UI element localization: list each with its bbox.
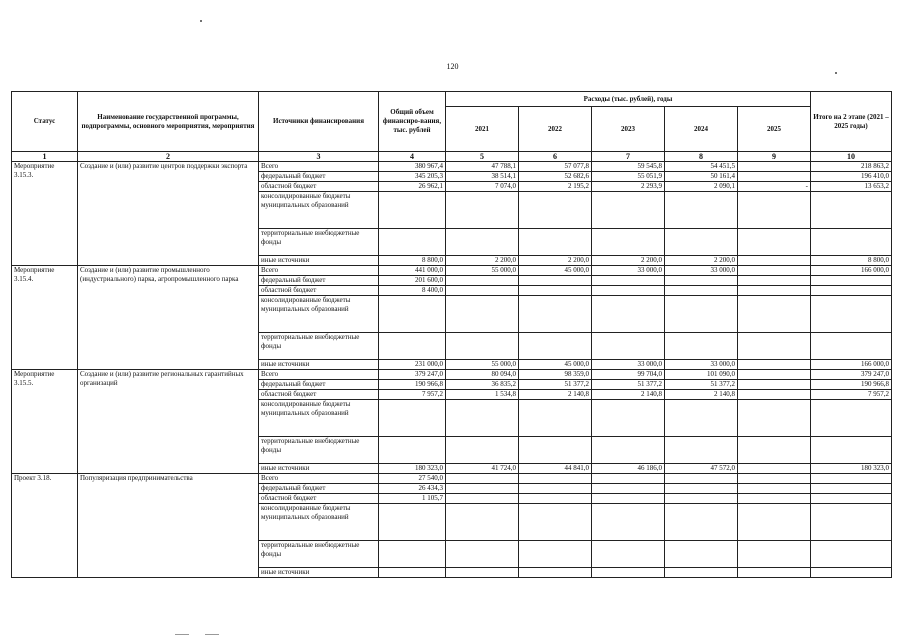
header-stage-total: Итого на 2 этапе (2021 – 2025 годы) bbox=[811, 92, 892, 152]
year-2021-cell: 55 000,0 bbox=[446, 266, 519, 276]
funding-source-cell: консолидированные бюджеты муниципальных образований bbox=[259, 296, 379, 333]
year-2024-cell bbox=[665, 192, 738, 229]
year-2022-cell: 2 195,2 bbox=[519, 182, 592, 192]
total-volume-cell bbox=[379, 568, 446, 578]
status-cell: Мероприятие 3.15.4. bbox=[12, 266, 78, 370]
stage-total-cell bbox=[811, 286, 892, 296]
year-2024-cell bbox=[665, 474, 738, 484]
stage-total-cell: 7 957,2 bbox=[811, 390, 892, 400]
year-2025-cell bbox=[738, 333, 811, 360]
year-2025-cell bbox=[738, 256, 811, 266]
activity-name-cell: Создание и (или) развитие промышленного (индустриального) парка, агропромышленного парка bbox=[78, 266, 259, 370]
year-2021-cell: 41 724,0 bbox=[446, 464, 519, 474]
total-volume-cell: 1 105,7 bbox=[379, 494, 446, 504]
year-2021-cell bbox=[446, 484, 519, 494]
header-expenses: Расходы (тыс. рублей), годы bbox=[446, 92, 811, 107]
total-volume-cell bbox=[379, 333, 446, 360]
page-number: 120 bbox=[446, 62, 459, 71]
stage-total-cell bbox=[811, 504, 892, 541]
year-2022-cell bbox=[519, 474, 592, 484]
column-number: 4 bbox=[379, 152, 446, 162]
column-number: 10 bbox=[811, 152, 892, 162]
year-2023-cell bbox=[592, 484, 665, 494]
year-2024-cell bbox=[665, 333, 738, 360]
funding-source-cell: областной бюджет bbox=[259, 182, 379, 192]
year-2025-cell bbox=[738, 172, 811, 182]
year-2023-cell bbox=[592, 504, 665, 541]
column-numbers-row bbox=[12, 152, 892, 162]
total-volume-cell bbox=[379, 229, 446, 256]
status-cell: Проект 3.18. bbox=[12, 474, 78, 578]
table-row bbox=[12, 370, 892, 380]
year-2022-cell: 51 377,2 bbox=[519, 380, 592, 390]
year-2023-cell bbox=[592, 568, 665, 578]
stage-total-cell bbox=[811, 333, 892, 360]
scan-speck bbox=[200, 20, 202, 22]
stage-total-cell: 8 800,0 bbox=[811, 256, 892, 266]
table-row bbox=[12, 162, 892, 172]
year-2022-cell: 98 359,0 bbox=[519, 370, 592, 380]
year-2021-cell: 55 000,0 bbox=[446, 360, 519, 370]
year-2022-cell: 45 000,0 bbox=[519, 266, 592, 276]
status-cell: Мероприятие 3.15.3. bbox=[12, 162, 78, 266]
year-2025-cell bbox=[738, 229, 811, 256]
year-2023-cell bbox=[592, 541, 665, 568]
year-2024-cell bbox=[665, 276, 738, 286]
year-2025-cell bbox=[738, 484, 811, 494]
total-volume-cell: 190 966,8 bbox=[379, 380, 446, 390]
year-2025-cell bbox=[738, 286, 811, 296]
year-2022-cell: 44 841,0 bbox=[519, 464, 592, 474]
funding-source-cell: иные источники bbox=[259, 464, 379, 474]
year-2022-cell bbox=[519, 494, 592, 504]
year-2024-cell bbox=[665, 568, 738, 578]
total-volume-cell bbox=[379, 504, 446, 541]
funding-source-cell: иные источники bbox=[259, 256, 379, 266]
year-2023-cell bbox=[592, 494, 665, 504]
year-2021-cell: 1 534,8 bbox=[446, 390, 519, 400]
year-2021-cell: 38 514,1 bbox=[446, 172, 519, 182]
funding-source-cell: территориальные внебюджетные фонды bbox=[259, 437, 379, 464]
year-2025-cell bbox=[738, 437, 811, 464]
year-2021-cell bbox=[446, 541, 519, 568]
total-volume-cell: 27 540,0 bbox=[379, 474, 446, 484]
year-2022-cell bbox=[519, 541, 592, 568]
header-year: 2022 bbox=[519, 107, 592, 152]
year-2024-cell bbox=[665, 296, 738, 333]
year-2025-cell bbox=[738, 541, 811, 568]
year-2024-cell: 51 377,2 bbox=[665, 380, 738, 390]
year-2022-cell: 57 077,8 bbox=[519, 162, 592, 172]
column-number: 6 bbox=[519, 152, 592, 162]
funding-source-cell: иные источники bbox=[259, 360, 379, 370]
total-volume-cell: 441 000,0 bbox=[379, 266, 446, 276]
year-2024-cell bbox=[665, 400, 738, 437]
funding-source-cell: федеральный бюджет bbox=[259, 276, 379, 286]
year-2023-cell: 33 000,0 bbox=[592, 266, 665, 276]
year-2024-cell bbox=[665, 541, 738, 568]
year-2024-cell bbox=[665, 229, 738, 256]
year-2021-cell: 36 835,2 bbox=[446, 380, 519, 390]
funding-source-cell: территориальные внебюджетные фонды bbox=[259, 541, 379, 568]
funding-source-cell: Всего bbox=[259, 474, 379, 484]
year-2021-cell bbox=[446, 568, 519, 578]
year-2021-cell bbox=[446, 333, 519, 360]
year-2025-cell bbox=[738, 504, 811, 541]
year-2021-cell bbox=[446, 494, 519, 504]
year-2021-cell bbox=[446, 474, 519, 484]
year-2025-cell bbox=[738, 192, 811, 229]
year-2024-cell: 47 572,0 bbox=[665, 464, 738, 474]
year-2023-cell bbox=[592, 400, 665, 437]
column-number: 2 bbox=[78, 152, 259, 162]
year-2025-cell bbox=[738, 494, 811, 504]
year-2023-cell bbox=[592, 333, 665, 360]
year-2023-cell: 2 200,0 bbox=[592, 256, 665, 266]
activity-name-cell: Популяризация предпринимательства bbox=[78, 474, 259, 578]
funding-source-cell: территориальные внебюджетные фонды bbox=[259, 333, 379, 360]
funding-source-cell: консолидированные бюджеты муниципальных образований bbox=[259, 192, 379, 229]
total-volume-cell: 379 247,0 bbox=[379, 370, 446, 380]
column-number: 5 bbox=[446, 152, 519, 162]
year-2023-cell bbox=[592, 474, 665, 484]
funding-source-cell: территориальные внебюджетные фонды bbox=[259, 229, 379, 256]
year-2025-cell bbox=[738, 380, 811, 390]
total-volume-cell: 345 205,3 bbox=[379, 172, 446, 182]
header-year: 2023 bbox=[592, 107, 665, 152]
table-body bbox=[12, 162, 892, 578]
year-2024-cell: 101 090,0 bbox=[665, 370, 738, 380]
stage-total-cell bbox=[811, 541, 892, 568]
stage-total-cell bbox=[811, 437, 892, 464]
column-number: 7 bbox=[592, 152, 665, 162]
stage-total-cell: 196 410,0 bbox=[811, 172, 892, 182]
year-2022-cell bbox=[519, 504, 592, 541]
stage-total-cell bbox=[811, 494, 892, 504]
year-2023-cell: 55 051,9 bbox=[592, 172, 665, 182]
year-2023-cell bbox=[592, 229, 665, 256]
year-2022-cell bbox=[519, 296, 592, 333]
total-volume-cell bbox=[379, 296, 446, 333]
year-2022-cell bbox=[519, 276, 592, 286]
stage-total-cell bbox=[811, 192, 892, 229]
total-volume-cell bbox=[379, 400, 446, 437]
stage-total-cell bbox=[811, 568, 892, 578]
year-2025-cell bbox=[738, 296, 811, 333]
stage-total-cell: 180 323,0 bbox=[811, 464, 892, 474]
total-volume-cell bbox=[379, 437, 446, 464]
header-name: Наименование государственной программы, подпрограммы, основного мероприятия, мероприятия bbox=[78, 92, 259, 152]
funding-source-cell: федеральный бюджет bbox=[259, 380, 379, 390]
year-2022-cell bbox=[519, 333, 592, 360]
financing-table bbox=[11, 91, 892, 578]
stage-total-cell bbox=[811, 229, 892, 256]
year-2025-cell: - bbox=[738, 182, 811, 192]
year-2021-cell bbox=[446, 504, 519, 541]
year-2024-cell bbox=[665, 484, 738, 494]
header-total-volume: Общий объем финансиро-вания, тыс. рублей bbox=[379, 92, 446, 152]
stage-total-cell bbox=[811, 276, 892, 286]
year-2025-cell bbox=[738, 568, 811, 578]
header-status: Статус bbox=[12, 92, 78, 152]
funding-source-cell: Всего bbox=[259, 266, 379, 276]
year-2022-cell: 2 200,0 bbox=[519, 256, 592, 266]
year-2024-cell: 54 451,5 bbox=[665, 162, 738, 172]
scan-speck bbox=[835, 72, 837, 74]
year-2021-cell: 2 200,0 bbox=[446, 256, 519, 266]
year-2021-cell bbox=[446, 400, 519, 437]
total-volume-cell: 380 967,4 bbox=[379, 162, 446, 172]
activity-name-cell: Создание и (или) развитие центров поддержки экспорта bbox=[78, 162, 259, 266]
year-2025-cell bbox=[738, 400, 811, 437]
year-2022-cell bbox=[519, 568, 592, 578]
year-2024-cell bbox=[665, 504, 738, 541]
year-2023-cell: 2 293,9 bbox=[592, 182, 665, 192]
year-2025-cell bbox=[738, 162, 811, 172]
total-volume-cell: 8 400,0 bbox=[379, 286, 446, 296]
column-number: 8 bbox=[665, 152, 738, 162]
stage-total-cell bbox=[811, 400, 892, 437]
year-2025-cell bbox=[738, 370, 811, 380]
header-source: Источники финансирования bbox=[259, 92, 379, 152]
table-row bbox=[12, 266, 892, 276]
year-2023-cell: 46 186,0 bbox=[592, 464, 665, 474]
stage-total-cell: 379 247,0 bbox=[811, 370, 892, 380]
year-2022-cell bbox=[519, 286, 592, 296]
year-2021-cell bbox=[446, 276, 519, 286]
year-2024-cell: 2 090,1 bbox=[665, 182, 738, 192]
status-cell: Мероприятие 3.15.5. bbox=[12, 370, 78, 474]
total-volume-cell: 7 957,2 bbox=[379, 390, 446, 400]
year-2024-cell bbox=[665, 437, 738, 464]
year-2023-cell bbox=[592, 437, 665, 464]
year-2021-cell bbox=[446, 296, 519, 333]
header-year: 2025 bbox=[738, 107, 811, 152]
scan-edge-mark bbox=[175, 634, 189, 635]
year-2025-cell bbox=[738, 360, 811, 370]
total-volume-cell: 180 323,0 bbox=[379, 464, 446, 474]
stage-total-cell: 166 000,0 bbox=[811, 266, 892, 276]
year-2022-cell: 52 682,6 bbox=[519, 172, 592, 182]
funding-source-cell: Всего bbox=[259, 162, 379, 172]
year-2024-cell: 50 161,4 bbox=[665, 172, 738, 182]
year-2022-cell bbox=[519, 229, 592, 256]
scan-edge-mark bbox=[205, 634, 219, 635]
year-2024-cell: 2 140,8 bbox=[665, 390, 738, 400]
year-2022-cell bbox=[519, 437, 592, 464]
total-volume-cell: 8 800,0 bbox=[379, 256, 446, 266]
funding-source-cell: областной бюджет bbox=[259, 390, 379, 400]
year-2025-cell bbox=[738, 464, 811, 474]
funding-source-cell: областной бюджет bbox=[259, 286, 379, 296]
table-header bbox=[12, 92, 892, 162]
year-2021-cell bbox=[446, 229, 519, 256]
total-volume-cell bbox=[379, 192, 446, 229]
funding-source-cell: Всего bbox=[259, 370, 379, 380]
year-2023-cell: 33 000,0 bbox=[592, 360, 665, 370]
total-volume-cell: 26 962,1 bbox=[379, 182, 446, 192]
year-2021-cell: 80 094,0 bbox=[446, 370, 519, 380]
activity-name-cell: Создание и (или) развитие региональных гарантийных организаций bbox=[78, 370, 259, 474]
year-2022-cell: 2 140,8 bbox=[519, 390, 592, 400]
year-2023-cell bbox=[592, 276, 665, 286]
year-2025-cell bbox=[738, 474, 811, 484]
year-2021-cell bbox=[446, 437, 519, 464]
year-2023-cell bbox=[592, 192, 665, 229]
year-2024-cell bbox=[665, 286, 738, 296]
stage-total-cell bbox=[811, 484, 892, 494]
year-2021-cell: 47 788,1 bbox=[446, 162, 519, 172]
year-2024-cell: 33 000,0 bbox=[665, 360, 738, 370]
year-2021-cell bbox=[446, 286, 519, 296]
total-volume-cell bbox=[379, 541, 446, 568]
year-2023-cell: 2 140,8 bbox=[592, 390, 665, 400]
year-2022-cell bbox=[519, 400, 592, 437]
stage-total-cell: 13 653,2 bbox=[811, 182, 892, 192]
year-2022-cell bbox=[519, 484, 592, 494]
header-year: 2024 bbox=[665, 107, 738, 152]
stage-total-cell: 218 863,2 bbox=[811, 162, 892, 172]
stage-total-cell: 166 000,0 bbox=[811, 360, 892, 370]
table-row bbox=[12, 474, 892, 484]
year-2023-cell: 99 704,0 bbox=[592, 370, 665, 380]
year-2024-cell bbox=[665, 494, 738, 504]
year-2022-cell bbox=[519, 192, 592, 229]
funding-source-cell: консолидированные бюджеты муниципальных образований bbox=[259, 400, 379, 437]
column-number: 1 bbox=[12, 152, 78, 162]
year-2025-cell bbox=[738, 266, 811, 276]
year-2022-cell: 45 000,0 bbox=[519, 360, 592, 370]
stage-total-cell bbox=[811, 474, 892, 484]
year-2023-cell: 51 377,2 bbox=[592, 380, 665, 390]
year-2023-cell bbox=[592, 286, 665, 296]
year-2025-cell bbox=[738, 276, 811, 286]
funding-source-cell: федеральный бюджет bbox=[259, 484, 379, 494]
year-2024-cell: 2 200,0 bbox=[665, 256, 738, 266]
year-2023-cell bbox=[592, 296, 665, 333]
total-volume-cell: 231 000,0 bbox=[379, 360, 446, 370]
year-2021-cell bbox=[446, 192, 519, 229]
funding-source-cell: областной бюджет bbox=[259, 494, 379, 504]
total-volume-cell: 201 600,0 bbox=[379, 276, 446, 286]
column-number: 3 bbox=[259, 152, 379, 162]
year-2023-cell: 59 545,8 bbox=[592, 162, 665, 172]
header-year: 2021 bbox=[446, 107, 519, 152]
year-2025-cell bbox=[738, 390, 811, 400]
total-volume-cell: 26 434,3 bbox=[379, 484, 446, 494]
column-number: 9 bbox=[738, 152, 811, 162]
funding-source-cell: федеральный бюджет bbox=[259, 172, 379, 182]
year-2024-cell: 33 000,0 bbox=[665, 266, 738, 276]
stage-total-cell: 190 966,8 bbox=[811, 380, 892, 390]
funding-source-cell: иные источники bbox=[259, 568, 379, 578]
year-2021-cell: 7 074,0 bbox=[446, 182, 519, 192]
funding-source-cell: консолидированные бюджеты муниципальных образований bbox=[259, 504, 379, 541]
stage-total-cell bbox=[811, 296, 892, 333]
